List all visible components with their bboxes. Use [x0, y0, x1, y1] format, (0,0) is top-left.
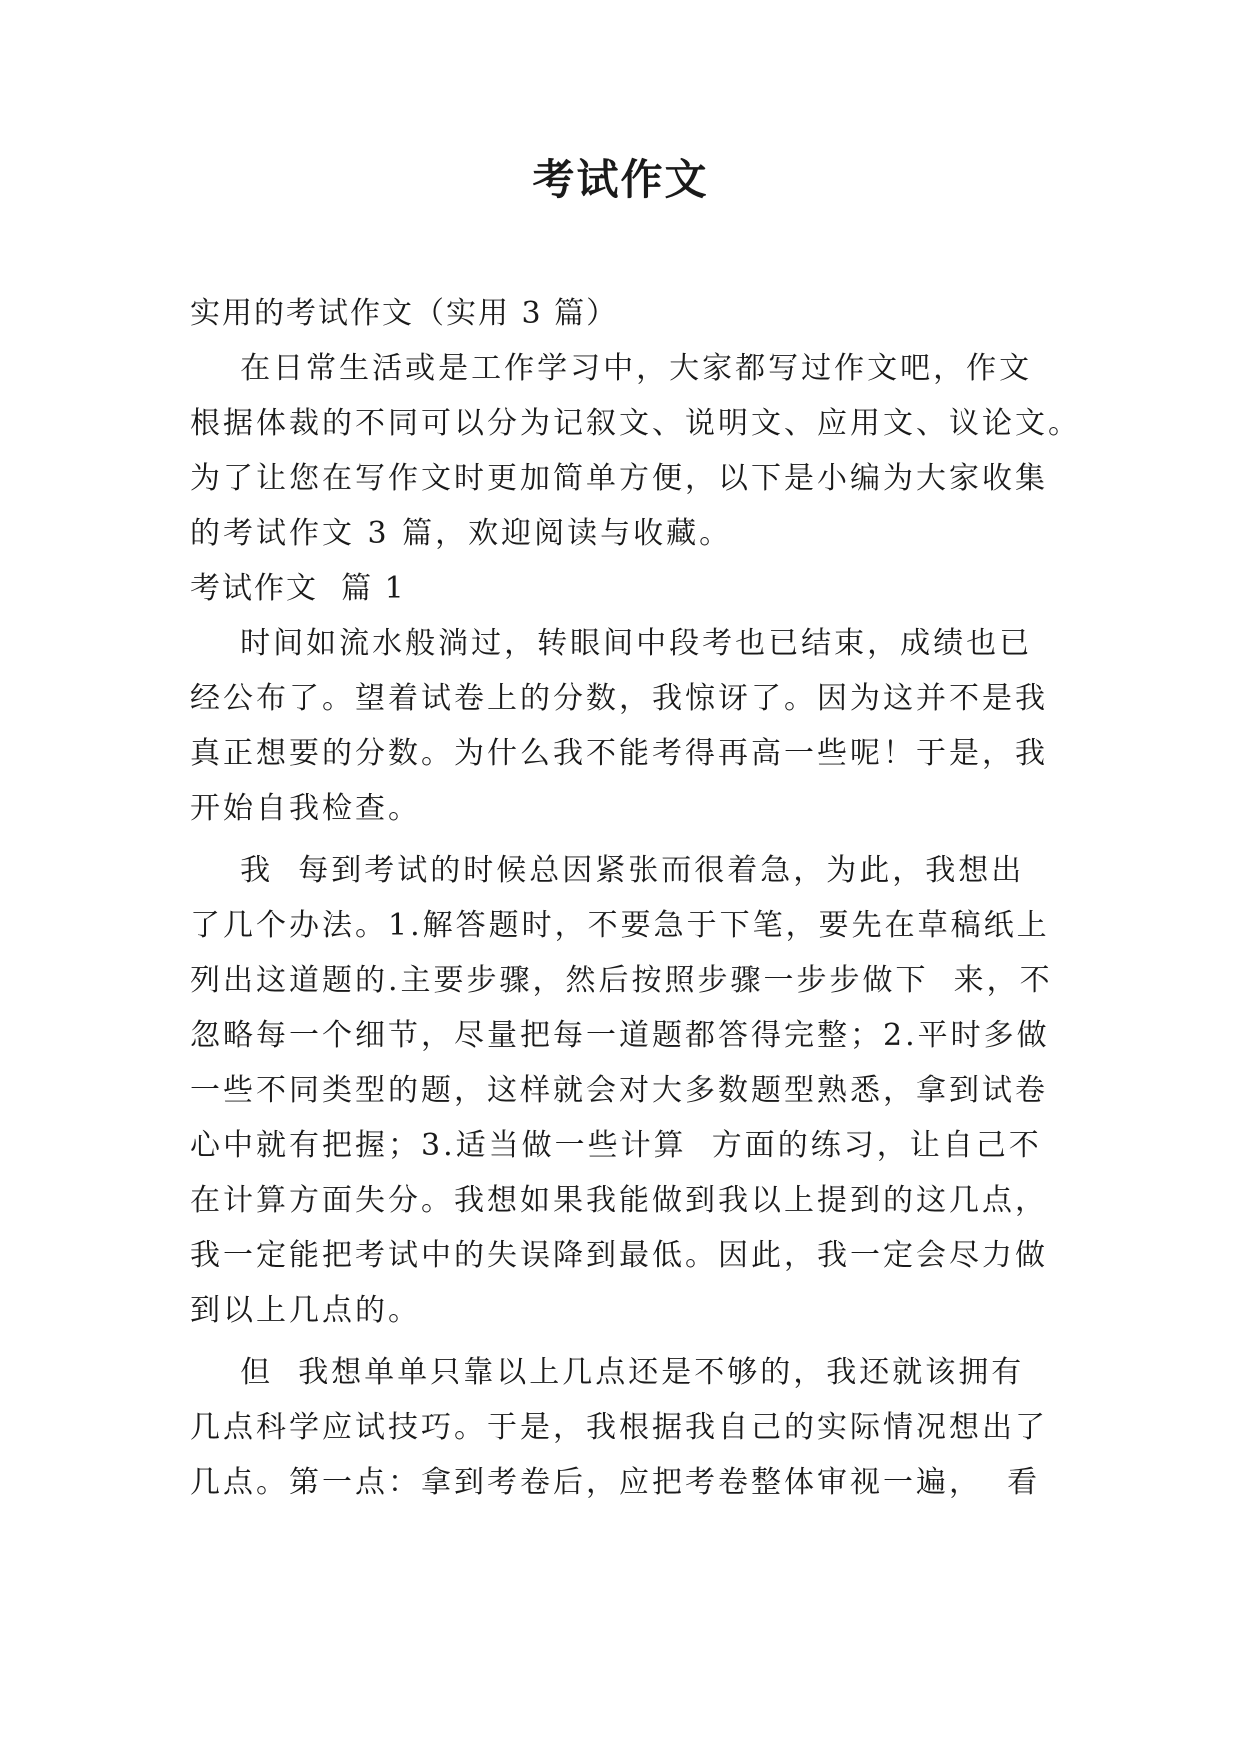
intro-line: 在日常生活或是工作学习中，大家都写过作文吧，作文 — [190, 351, 1033, 386]
paragraph-line: 真正想要的分数。为什么我不能考得再高一些呢！于是，我 — [190, 736, 1048, 771]
document-body — [190, 286, 1081, 1510]
paragraph-line: 我 每到考试的时候总因紧张而很着急，为此，我想出 — [190, 853, 1025, 888]
paragraph-3 — [190, 1345, 1050, 1510]
paragraph-line: 经公布了。望着试卷上的分数，我惊讶了。因为这并不是我 — [190, 681, 1048, 716]
paragraph-1 — [190, 616, 1050, 836]
paragraph-line: 列出这道题的.主要步骤，然后按照步骤一步步做下 来，不 — [190, 963, 1053, 998]
paragraph-line: 忽略每一个细节，尽量把每一道题都答得完整；2.平时多做 — [190, 1018, 1050, 1053]
paragraph-line: 但 我想单单只靠以上几点还是不够的，我还就该拥有 — [190, 1355, 1025, 1390]
intro-line: 为了让您在写作文时更加简单方便，以下是小编为大家收集 — [190, 461, 1048, 496]
paragraph-line: 在计算方面失分。我想如果我能做到我以上提到的这几点， — [190, 1183, 1048, 1218]
intro-line: 的考试作文 3 篇，欢迎阅读与收藏。 — [190, 516, 733, 551]
paragraph-line: 我一定能把考试中的失误降到最低。因此，我一定会尽力做 — [190, 1238, 1048, 1273]
paragraph-line: 一些不同类型的题，这样就会对大多数题型熟悉，拿到试卷 — [190, 1073, 1048, 1108]
intro-paragraph — [190, 341, 1081, 561]
document-title: 考试作文 — [532, 155, 709, 204]
intro-line: 根据体裁的不同可以分为记叙文、说明文、应用文、议论文。 — [190, 406, 1081, 441]
paragraph-line: 几点科学应试技巧。于是，我根据我自己的实际情况想出了 — [190, 1410, 1048, 1445]
document-subtitle: 实用的考试作文（实用 3 篇） — [190, 296, 619, 331]
paragraph-line: 心中就有把握；3.适当做一些计算 方面的练习，让自己不 — [190, 1128, 1042, 1163]
section-heading: 考试作文 篇 1 — [190, 571, 406, 606]
paragraph-line: 开始自我检查。 — [190, 791, 421, 826]
paragraph-line: 了几个办法。1.解答题时，不要急于下笔，要先在草稿纸上 — [190, 908, 1050, 943]
paragraph-2 — [190, 843, 1053, 1338]
paragraph-line: 到以上几点的。 — [190, 1293, 421, 1328]
paragraph-line: 几点。第一点：拿到考卷后，应把考卷整体审视一遍， 看 — [190, 1465, 1041, 1500]
paragraph-line: 时间如流水般淌过，转眼间中段考也已结束，成绩也已 — [190, 626, 1033, 661]
